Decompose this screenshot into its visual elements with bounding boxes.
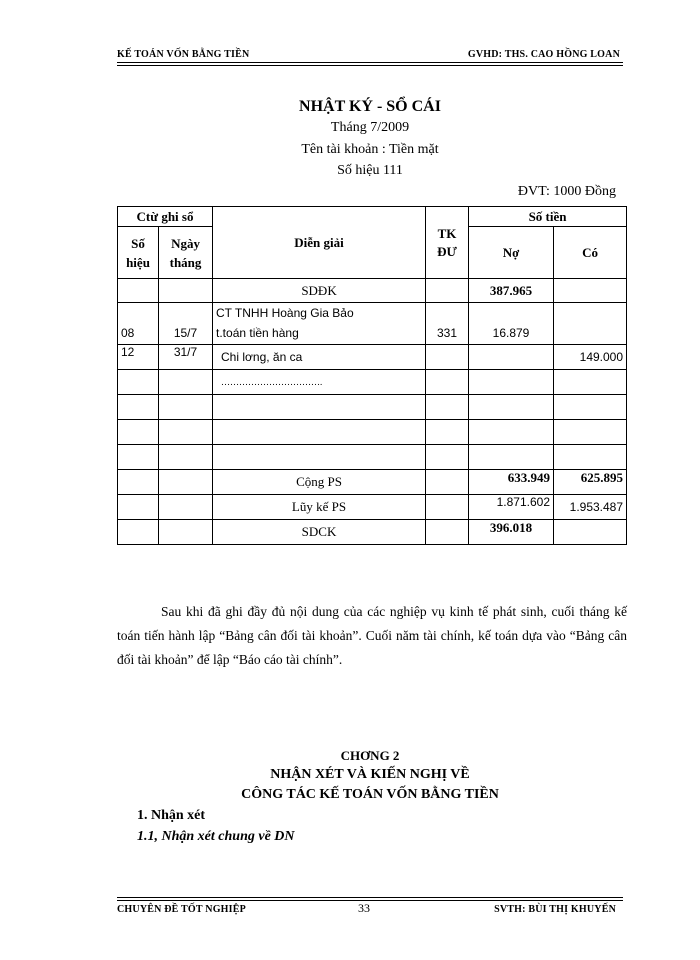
total-row (118, 470, 627, 495)
table-row (118, 303, 627, 345)
cell-date: 15/7 (159, 303, 213, 345)
cell-date (159, 279, 213, 303)
cell-empty (159, 420, 213, 445)
footer-rule (117, 897, 623, 898)
total-ps-debit: 633.949 (469, 470, 554, 495)
amount-header: Số tiền (469, 207, 627, 227)
cell-empty (426, 370, 469, 395)
cell-desc: ……………………………. (213, 370, 426, 395)
page-number: 33 (358, 901, 370, 915)
cell-desc: SDĐK (213, 279, 426, 303)
total-lk-label: Lũy kế PS (213, 495, 426, 520)
tk-line1: TK (437, 225, 457, 241)
voucher-date-header (159, 227, 213, 279)
table-row (118, 420, 627, 445)
desc-line2: t.toán tiền hàng (216, 326, 299, 340)
voucher-header: Ctừ ghi sổ (118, 207, 213, 227)
cell-empty (118, 395, 159, 420)
cell-empty (554, 520, 627, 545)
cell-empty (213, 395, 426, 420)
cell-empty (118, 520, 159, 545)
cell-credit (554, 303, 627, 345)
cell-empty (469, 445, 554, 470)
cell-empty (118, 445, 159, 470)
cell-empty (554, 395, 627, 420)
ledger-table (117, 206, 627, 545)
cell-empty (426, 395, 469, 420)
cell-no: 08 (118, 303, 159, 345)
cell-empty (426, 420, 469, 445)
cell-empty (426, 495, 469, 520)
header-row-1 (118, 207, 627, 227)
table-row (118, 279, 627, 303)
credit-header: Có (554, 227, 627, 279)
cell-empty (469, 370, 554, 395)
cell-empty (159, 395, 213, 420)
subsection-heading: 1.1, Nhận xét chung về DN (137, 829, 295, 844)
account-number: Số hiệu 111 (337, 163, 403, 178)
cell-no: 12 (118, 345, 159, 370)
cell-empty (118, 495, 159, 520)
cell-empty (118, 420, 159, 445)
counter-account-header (426, 207, 469, 279)
voucher-number-header (118, 227, 159, 279)
sdck-debit: 396.018 (469, 520, 554, 545)
chapter-title-line1: NHẬN XÉT VÀ KIẾN NGHỊ VỀ (270, 767, 470, 782)
total-row (118, 495, 627, 520)
cell-desc: Chi lơng, ăn ca (213, 345, 426, 370)
cell-debit (469, 345, 554, 370)
cell-empty (554, 445, 627, 470)
cell-credit: 149.000 (554, 345, 627, 370)
header-rule-2 (117, 65, 623, 66)
header-left: KẾ TOÁN VỐN BẰNG TIỀN (117, 49, 250, 60)
cell-empty (118, 470, 159, 495)
header-rule (117, 62, 623, 63)
cell-empty (159, 495, 213, 520)
footer-right: SVTH: BÙI THỊ KHUYẾN (494, 904, 616, 915)
cell-empty (213, 445, 426, 470)
total-lk-debit: 1.871.602 (469, 495, 554, 520)
total-row (118, 520, 627, 545)
footer-rule-2 (117, 900, 623, 901)
description-header: Diễn giải (213, 207, 426, 279)
date-line1: Ngày (171, 235, 200, 251)
cell-tk (426, 345, 469, 370)
no-line1: Số (131, 235, 145, 251)
cell-debit: 387.965 (469, 279, 554, 303)
table-row (118, 395, 627, 420)
cell-credit (554, 279, 627, 303)
total-lk-credit: 1.953.487 (554, 495, 627, 520)
cell-empty (213, 420, 426, 445)
desc-line1: CT TNHH Hoàng Gia Bảo (216, 306, 354, 320)
body-paragraph: Sau khi đã ghi đầy đủ nội dung của các nghiệp vụ kinh tế phát sinh, cuối tháng kế toán tiến hành lập “Bảng cân đối tài khoản”. Cuối năm tài chính, kế toán dựa vào “Bảng cân đối tài khoản” để lập “Báo cáo tài chính”. (117, 604, 627, 667)
cell-no (118, 279, 159, 303)
cell-desc (213, 303, 426, 345)
cell-tk: 331 (426, 303, 469, 345)
ledger-month: Tháng 7/2009 (330, 120, 410, 135)
footer-left: CHUYÊN ĐỀ TỐT NGHIỆP (117, 904, 246, 915)
cell-empty (554, 420, 627, 445)
table-row (118, 345, 627, 370)
unit-label: ĐVT: 1000 Đồng (517, 184, 616, 199)
cell-empty (118, 370, 159, 395)
cell-empty (159, 445, 213, 470)
cell-empty (159, 470, 213, 495)
sdck-label: SDCK (213, 520, 426, 545)
cell-empty (159, 370, 213, 395)
cell-empty (469, 420, 554, 445)
no-line2: hiệu (126, 254, 150, 270)
total-ps-credit: 625.895 (554, 470, 627, 495)
header-right: GVHD: THS. CAO HỒNG LOAN (467, 49, 620, 60)
table-row (118, 445, 627, 470)
total-ps-label: Cộng PS (213, 470, 426, 495)
table-row (118, 370, 627, 395)
debit-header: Nợ (469, 227, 554, 279)
section-heading: 1. Nhận xét (137, 808, 206, 823)
ledger-title: NHẬT KÝ - SỔ CÁI (299, 98, 441, 115)
chapter-title-line2: CÔNG TÁC KẾ TOÁN VỐN BẰNG TIỀN (241, 787, 499, 802)
account-name: Tên tài khoản : Tiền mặt (301, 142, 439, 157)
chapter-number: CHƠNG 2 (340, 748, 400, 763)
cell-empty (554, 370, 627, 395)
date-line2: tháng (169, 254, 202, 270)
cell-empty (426, 520, 469, 545)
cell-tk (426, 279, 469, 303)
cell-date: 31/7 (159, 345, 213, 370)
cell-empty (469, 395, 554, 420)
tk-line2: ĐƯ (437, 243, 457, 259)
cell-empty (426, 470, 469, 495)
cell-empty (426, 445, 469, 470)
cell-debit: 16.879 (469, 303, 554, 345)
cell-empty (159, 520, 213, 545)
